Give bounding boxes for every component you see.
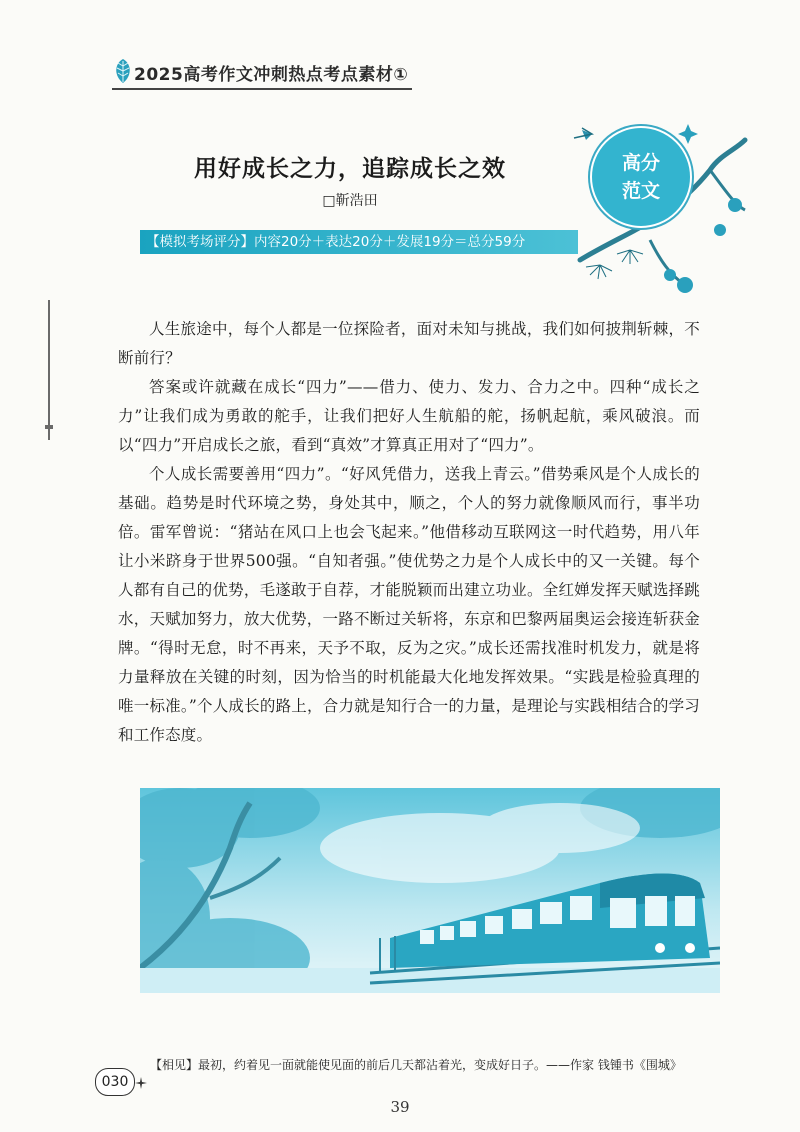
page-number: 39 <box>390 1098 410 1116</box>
footer-quote: 【相见】最初，约着见一面就能使见面的前后几天都沾着光，变成好日子。——作家 钱锺书《围城》 <box>150 1058 682 1072</box>
train-illustration <box>140 788 720 993</box>
header-title: 2025高考作文冲刺热点考点素材① <box>134 65 409 85</box>
badge-line-2: 范文 <box>621 180 660 202</box>
page-badge: 030 <box>95 1068 135 1096</box>
badge-line-1: 高分 <box>621 152 660 174</box>
leaf-logo-icon <box>112 58 134 84</box>
paragraph: 答案或许就藏在成长“四力”——借力、使力、发力、合力之中。四种“成长之力”让我们成为勇敢的舵手，让我们把好人生航船的舵，扬帆起航，乘风破浪。而以“四力”开启成长之旅，看到“真效”才算真正用对了“四力”。 <box>118 378 700 454</box>
running-header <box>112 56 672 90</box>
score-bar: 【模拟考场评分】内容20分＋表达20分＋发展19分＝总分59分 <box>140 230 578 254</box>
margin-line <box>48 300 50 440</box>
article-title: 用好成长之力，追踪成长之效 <box>194 155 506 182</box>
margin-tick <box>45 425 53 429</box>
sparkle-icon <box>134 1076 148 1090</box>
paragraph: 人生旅途中，每个人都是一位探险者，面对未知与挑战，我们如何披荆斩棘，不断前行？ <box>118 320 700 367</box>
header-rule <box>112 88 412 90</box>
paragraph: 个人成长需要善用“四力”。“好风凭借力，送我上青云。”借势乘风是个人成长的基础。趋势是时代环境之势，身处其中，顺之，个人的努力就像顺风而行，事半功倍。雷军曾说：“猪站在风口上也会飞起来。”他借移动互联网这一时代趋势，用八年让小米跻身于世界500强。“自知者强。”使优势之力是个人成长中的又一关键。每个人都有自己的优势，毛遂敢于自荐，才能脱颖而出建立功业。全红婵发挥天赋选择跳水，天赋加努力，放大优势，一路不断过关斩将，东京和巴黎两届奥运会接连斩获金牌。“得时无怠，时不再来，天予不取，反为之灾。”成长还需找准时机发力，就是将力量释放在关键的时刻，因为恰当的时机能最大化地发挥效果。“实践是检验真理的唯一标准。”个人成长的路上，合力就是知行合一的力量，是理论与实践相结合的学习和工作态度。 <box>118 465 700 744</box>
article-author: □靳浩田 <box>322 193 378 209</box>
article-body <box>118 315 700 750</box>
